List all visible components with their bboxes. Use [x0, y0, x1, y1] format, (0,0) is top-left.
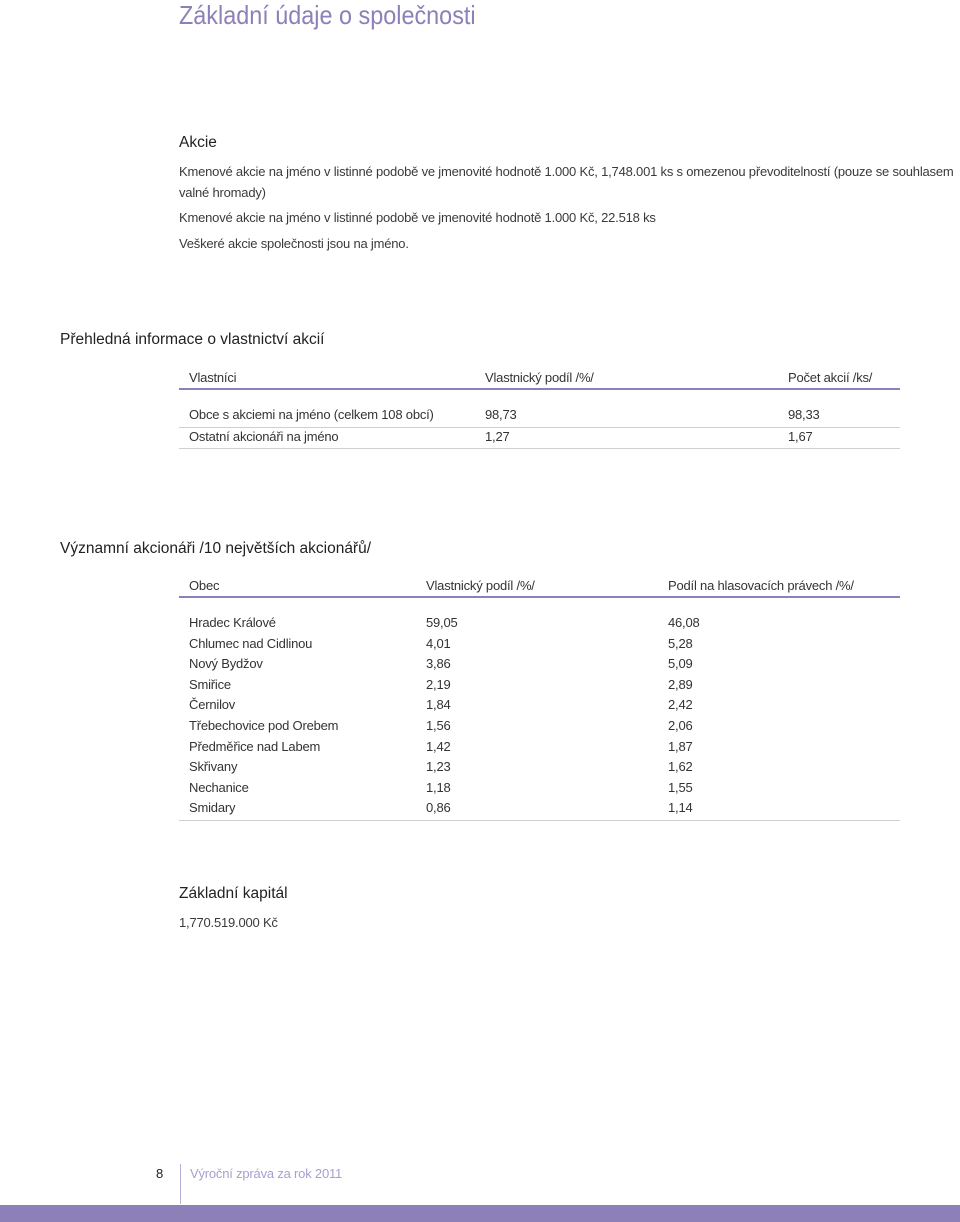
shareholders-col-municipality: Obec [189, 578, 220, 593]
shareholder-cell-municipality: Skřivany [189, 759, 238, 775]
shareholder-cell-share: 4,01 [426, 635, 451, 651]
ownership-cell-owner: Ostatní akcionáři na jméno [189, 429, 339, 444]
shareholder-cell-municipality: Chlumec nad Cidlinou [189, 635, 313, 651]
shareholder-cell-voting: 5,28 [668, 635, 693, 651]
shareholder-cell-voting: 46,08 [668, 615, 700, 630]
row-divider [179, 820, 900, 821]
ownership-col-count: Počet akcií /ks/ [788, 370, 873, 385]
shareholder-cell-voting: 1,55 [668, 779, 693, 795]
shareholders-col-share: Vlastnický podíl /%/ [426, 578, 535, 593]
shareholder-cell-municipality: Třebechovice pod Orebem [189, 718, 339, 733]
page-title: Základní údaje o společnosti [179, 0, 476, 30]
row-divider [179, 448, 900, 449]
capital-value: 1,770.519.000 Kč [179, 915, 278, 930]
ownership-col-share: Vlastnický podíl /%/ [485, 370, 594, 385]
footer-text: Výroční zpráva za rok 2011 [190, 1166, 343, 1181]
ownership-cell-count: 98,33 [788, 407, 820, 422]
shareholder-cell-share: 0,86 [426, 800, 451, 816]
shareholder-cell-voting: 5,09 [668, 656, 693, 672]
shareholder-cell-voting: 2,06 [668, 718, 693, 733]
shareholder-cell-municipality: Smiřice [189, 676, 231, 692]
akcie-line-2: valné hromady) [179, 185, 266, 200]
ownership-cell-share: 98,73 [485, 407, 517, 422]
shareholder-cell-municipality: Hradec Králové [189, 615, 276, 630]
shareholder-cell-voting: 2,89 [668, 676, 693, 692]
shareholder-cell-share: 1,84 [426, 697, 451, 713]
shareholder-cell-municipality: Černilov [189, 697, 236, 713]
shareholder-cell-share: 2,19 [426, 676, 451, 692]
shareholders-col-voting: Podíl na hlasovacích právech /%/ [668, 578, 854, 593]
footer-separator [180, 1164, 181, 1204]
akcie-heading: Akcie [179, 134, 217, 151]
shareholder-cell-share: 1,56 [426, 718, 451, 733]
shareholder-cell-municipality: Předměřice nad Labem [189, 738, 321, 754]
footer-band [0, 1205, 960, 1222]
akcie-line-1: Kmenové akcie na jméno v listinné podobě ve jmenovité hodnotě 1.000 Kč, 1,748.001 ks s omezenou převoditelností (pouze se souhlasem [179, 164, 954, 179]
akcie-line-4: Veškeré akcie společnosti jsou na jméno. [179, 236, 409, 251]
capital-heading: Základní kapitál [179, 885, 288, 902]
shareholder-cell-share: 1,42 [426, 738, 451, 754]
ownership-cell-owner: Obce s akciemi na jméno (celkem 108 obcí) [189, 407, 434, 422]
shareholders-header-rule [179, 596, 900, 598]
ownership-heading: Přehledná informace o vlastnictví akcií [60, 331, 325, 348]
ownership-cell-count: 1,67 [788, 429, 813, 444]
shareholder-cell-voting: 2,42 [668, 697, 693, 713]
page-number: 8 [156, 1166, 164, 1181]
shareholder-cell-municipality: Smidary [189, 800, 236, 816]
ownership-col-owners: Vlastníci [189, 370, 237, 385]
shareholder-cell-voting: 1,87 [668, 738, 693, 754]
shareholder-cell-municipality: Nechanice [189, 779, 249, 795]
ownership-header-rule [179, 388, 900, 390]
shareholder-cell-share: 3,86 [426, 656, 451, 672]
ownership-cell-share: 1,27 [485, 429, 510, 444]
shareholder-cell-voting: 1,62 [668, 759, 693, 775]
shareholder-cell-share: 1,18 [426, 779, 451, 795]
shareholder-cell-share: 1,23 [426, 759, 451, 775]
row-divider [179, 427, 900, 428]
shareholders-heading: Významní akcionáři /10 největších akcionářů/ [60, 540, 372, 557]
shareholder-cell-voting: 1,14 [668, 800, 693, 816]
shareholder-cell-municipality: Nový Bydžov [189, 656, 263, 672]
shareholder-cell-share: 59,05 [426, 615, 458, 630]
akcie-line-3: Kmenové akcie na jméno v listinné podobě ve jmenovité hodnotě 1.000 Kč, 22.518 ks [179, 210, 656, 225]
